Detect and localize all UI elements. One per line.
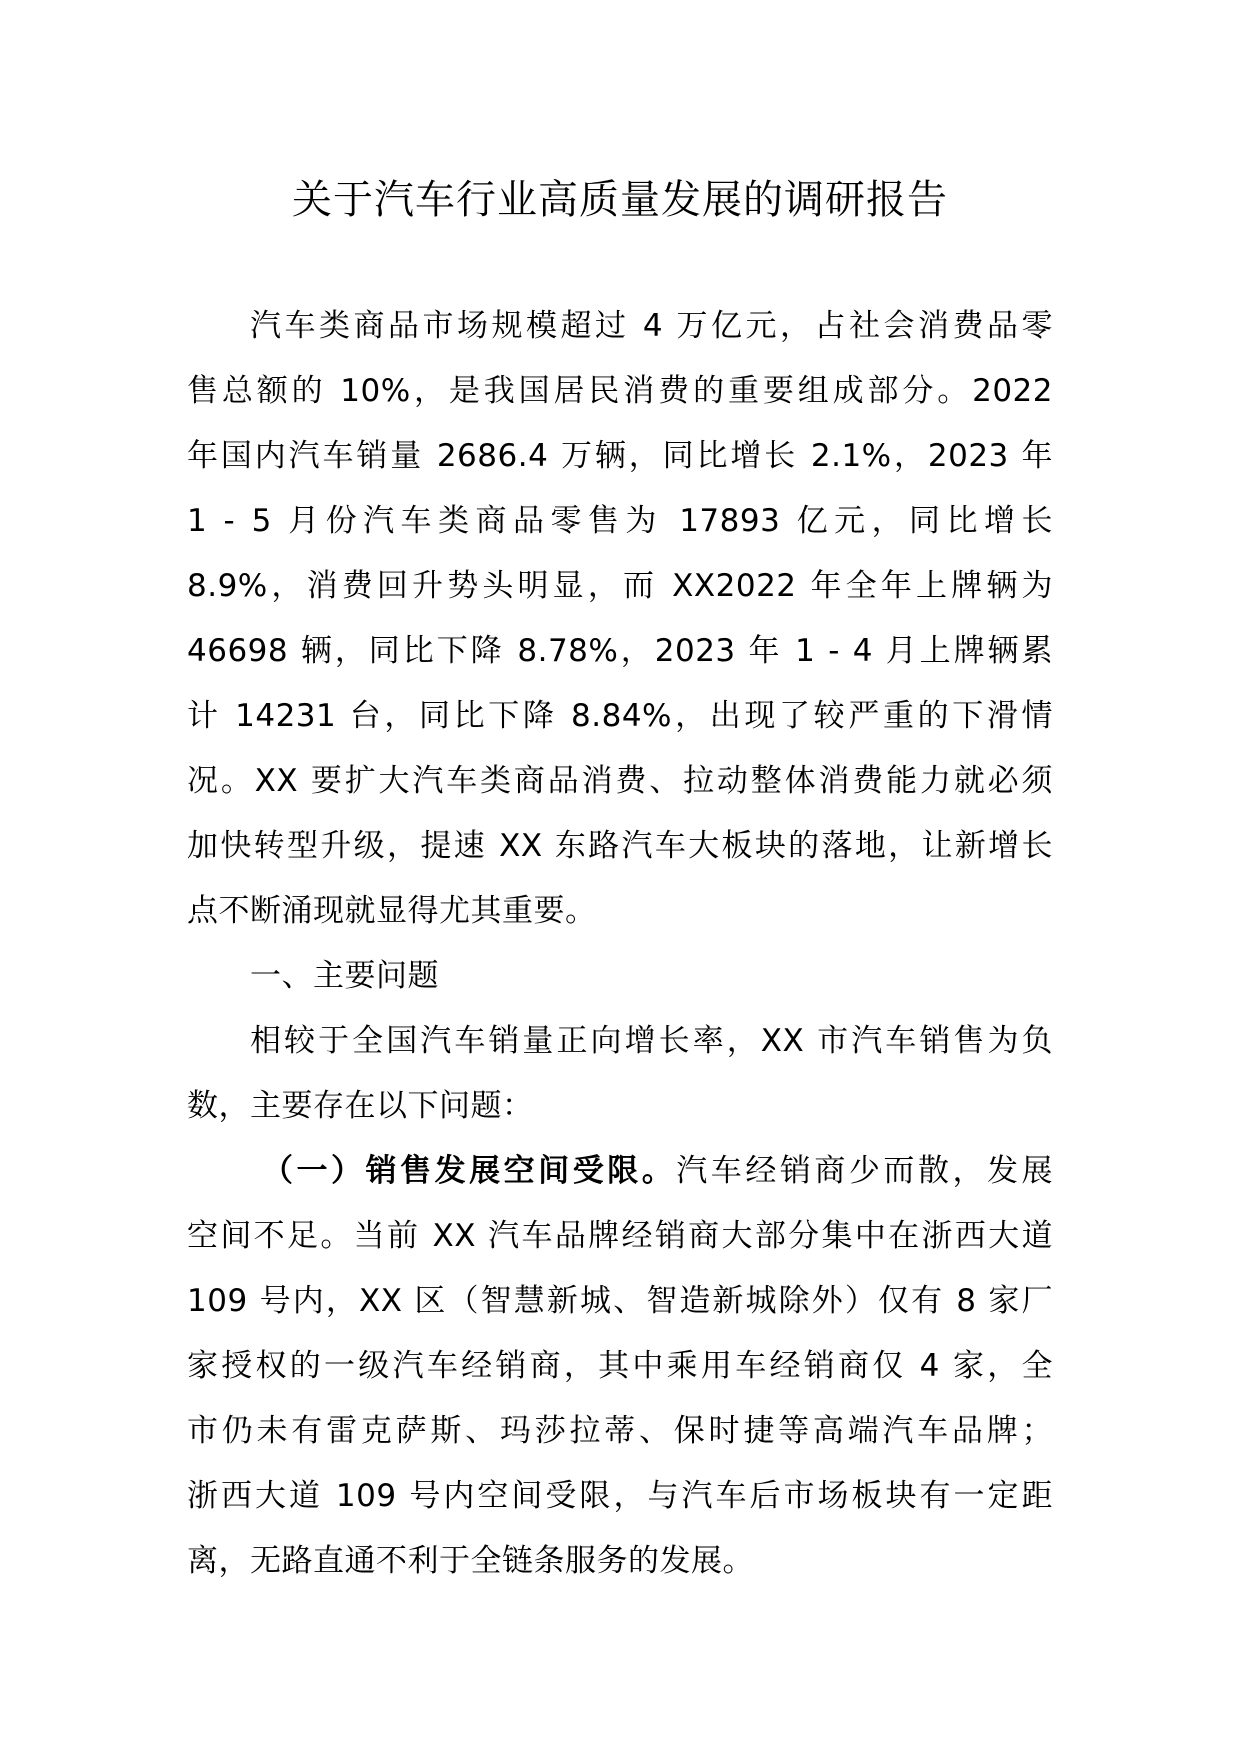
paragraph-line: 点不断涌现就显得尤其重要。: [187, 893, 597, 929]
document-title: 关于汽车行业高质量发展的调研报告: [292, 177, 948, 223]
paragraph-line: 相较于全国汽车销量正向增长率，XX 市汽车销售为负: [250, 1023, 1053, 1059]
paragraph-line: 加快转型升级，提速 XX 东路汽车大板块的落地，让新增长: [187, 828, 1053, 864]
document-body: [187, 294, 1053, 1594]
section-lead-paragraph: [187, 1009, 1053, 1139]
paragraph-line: 售总额的 10%，是我国居民消费的重要组成部分。2022: [187, 373, 1053, 409]
paragraph-line: 汽车类商品市场规模超过 4 万亿元，占社会消费品零: [250, 308, 1053, 344]
paragraph-line: 1 - 5 月份汽车类商品零售为 17893 亿元，同比增长: [187, 503, 1053, 539]
paragraph-line: 浙西大道 109 号内空间受限，与汽车后市场板块有一定距: [187, 1478, 1053, 1514]
section-heading: 一、主要问题: [250, 958, 439, 994]
paragraph-line: 家授权的一级汽车经销商，其中乘用车经销商仅 4 家，全: [187, 1348, 1053, 1384]
paragraph-line: 数，主要存在以下问题：: [187, 1088, 534, 1124]
paragraph-line: 46698 辆，同比下降 8.78%，2023 年 1 - 4 月上牌辆累: [187, 633, 1053, 669]
paragraph-line: 况。XX 要扩大汽车类商品消费、拉动整体消费能力就必须: [187, 763, 1053, 799]
subsection-first-line-text: 汽车经销商少而散，发展: [676, 1153, 1053, 1189]
paragraph-line: 市仍未有雷克萨斯、玛莎拉蒂、保时捷等高端汽车品牌；: [187, 1413, 1053, 1449]
paragraph-line: 年国内汽车销量 2686.4 万辆，同比增长 2.1%，2023 年: [187, 438, 1053, 474]
paragraph-line: 空间不足。当前 XX 汽车品牌经销商大部分集中在浙西大道: [187, 1218, 1053, 1254]
paragraph-line: 计 14231 台，同比下降 8.84%，出现了较严重的下滑情: [187, 698, 1053, 734]
subsection-heading: （一）销售发展空间受限。: [262, 1153, 677, 1189]
paragraph-line: 109 号内，XX 区（智慧新城、智造新城除外）仅有 8 家厂: [187, 1283, 1053, 1319]
paragraph-line: 离，无路直通不利于全链条服务的发展。: [187, 1543, 754, 1579]
intro-paragraph: [187, 294, 1053, 944]
subsection-paragraph: [187, 1139, 1053, 1594]
paragraph-line: 8.9%，消费回升势头明显，而 XX2022 年全年上牌辆为: [187, 568, 1053, 604]
subsection-first-line: [187, 1139, 1053, 1204]
